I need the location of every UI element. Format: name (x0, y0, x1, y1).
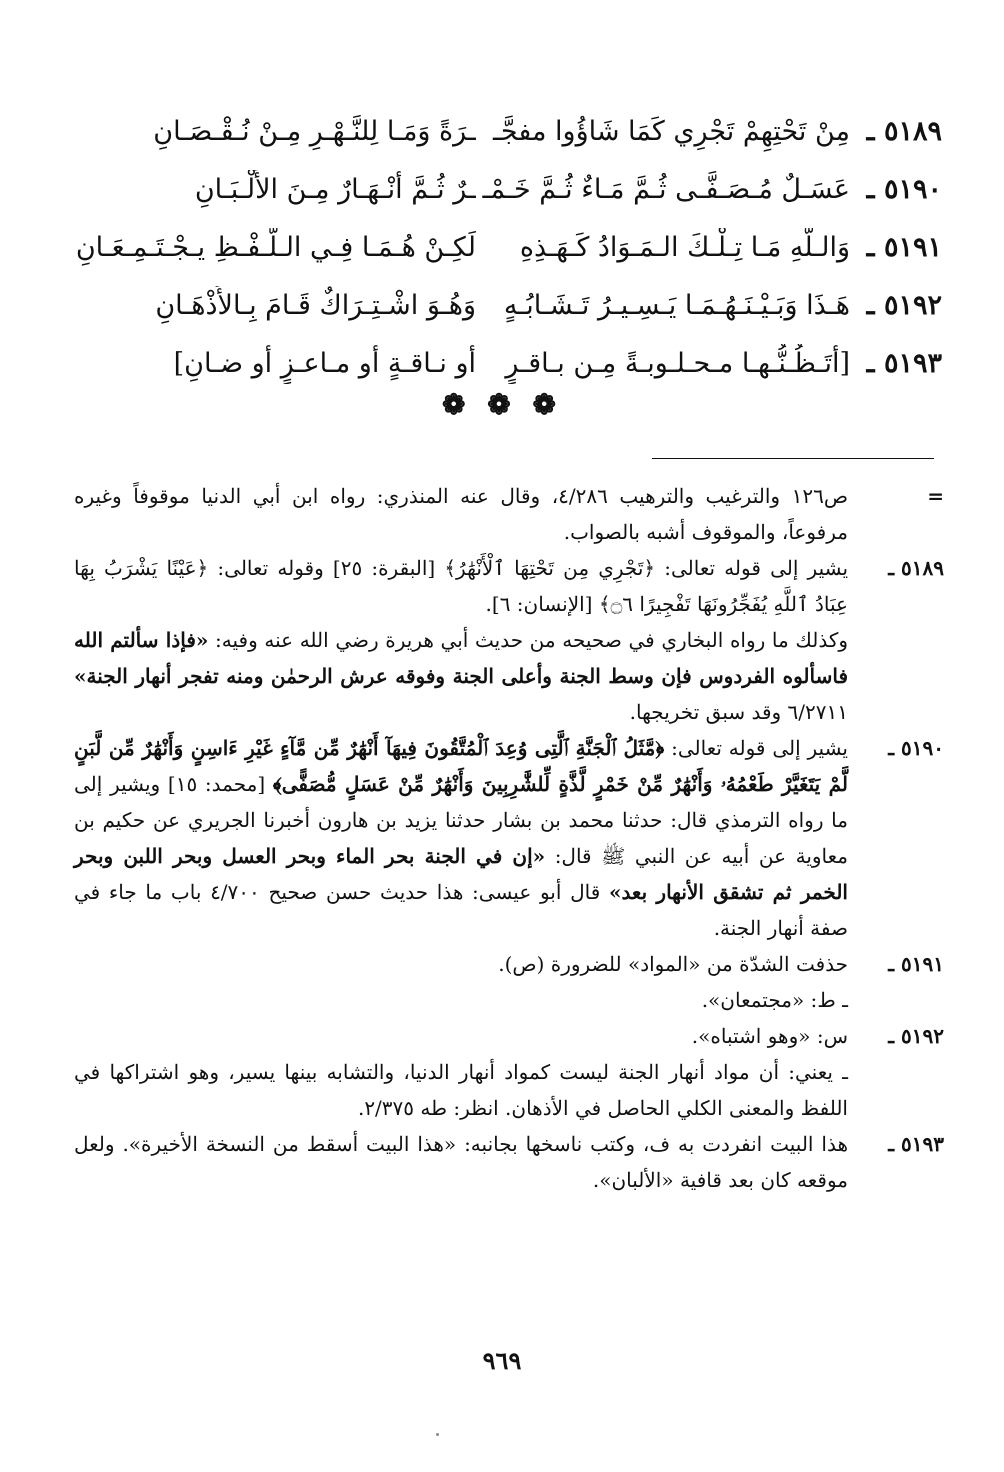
hadith-quote: «فإذا سألتم الله فاسألوه الفردوس فإن وسط الجنة وأعلى الجنة وفوقه عرش الرحمٰن ومنه تفجر أنهار الجنة» (74, 628, 848, 688)
verse-line (76, 228, 942, 286)
verse-second-hemistich: ـرَةً وَمَـا لِلنَّـهْـرِ مِـنْ نُـقْـصَـانِ (153, 116, 476, 147)
page-number: ٩٦٩ (482, 1346, 522, 1375)
verse-second-hemistich: لَكِـنْ هُـمَـا فِـي الـلَّـفْـظِ يـجْـتَـمِـعَـانِ (76, 232, 476, 263)
verse-first-hemistich: هَـذَا وَبَـيْـنَـهُـمَـا يَـسِـيـرُ تَـشَـابُـهٍ (503, 290, 850, 321)
footnote-number: = (927, 484, 944, 508)
footnote-paragraph (74, 730, 848, 946)
footnote-text: هذا البيت انفردت به ف، وكتب ناسخها بجانبه: «هذا البيت أسقط من النسخة الأخيرة». ولعل موقعه كان بعد قافية «الألبان». (74, 1132, 848, 1192)
verse-number: ٥١٩٣ ـ (866, 348, 942, 379)
verse-first-hemistich: مِنْ تَحْتِهِمْ تَجْرِي كَمَا شَاؤُوا مفجَّـ (493, 116, 850, 147)
verse-line (76, 286, 942, 344)
footnote (74, 1018, 944, 1126)
footnote-number: ٥١٩٣ ـ (888, 1132, 944, 1156)
footnote-paragraph (74, 622, 848, 730)
verse-line (76, 112, 942, 170)
footnote-rule (652, 458, 934, 459)
footnote (74, 550, 944, 730)
verse-number: ٥١٩٢ ـ (866, 290, 942, 321)
verse-first-hemistich: [أتَـظُـنُّـهـا مـحـلـوبـةً مِـن بـاقـرٍ (505, 348, 850, 379)
footnote-text: [محمد: ١٥] ويشير إلى ما رواه الترمذي قال: حدثنا محمد بن بشار حدثنا يزيد بن هارون أخبرنا الجريري عن حكيم بن معاوية عن أبيه عن النبي ﷺ قال: (74, 772, 849, 868)
footnote-text: ص١٢٦ والترغيب والترهيب ٤/٢٨٦، وقال عنه المنذري: رواه ابن أبي الدنيا موقوفاً وغيره مرفوعاً، والموقوف أشبه بالصواب. (74, 484, 848, 544)
verse-first-hemistich: عَسَـلٌ مُـصَـفَّـى ثُـمَّ مَـاءٌ ثُـمَّ خَـمْـ (482, 174, 850, 205)
footnote-number: ٥١٩٠ ـ (888, 736, 944, 760)
poem-verses (76, 112, 942, 402)
footnote-text: وكذلك ما رواه البخاري في صحيحه من حديث أبي هريرة رضي الله عنه وفيه: (208, 628, 848, 652)
verse-number: ٥١٩٠ ـ (866, 174, 942, 205)
footnote-text: يشير إلى قوله تعالى: (664, 736, 849, 760)
footnote-text: قال أبو عيسى: هذا حديث حسن صحيح ٤/٧٠٠ باب ما جاء في صفة أنهار الجنة. (74, 880, 848, 940)
verse-second-hemistich: أو نـاقـةٍ أو مـاعـزٍ أو ضـانِ] (173, 348, 476, 379)
footnotes (74, 478, 944, 1198)
footnote (74, 1126, 944, 1198)
footnote-number: ٥١٨٩ ـ (888, 556, 944, 580)
verse-second-hemistich: وَهُـوَ اشْـتِـرَاكٌ قَـامَ بِـالأَذْهَـانِ (155, 290, 476, 321)
footnote-number: ٥١٩١ ـ (888, 952, 944, 976)
quran-quote: ﴿مَّثَلُ ٱلْجَنَّةِ ٱلَّتِى وُعِدَ ٱلْمُتَّقُونَ فِيهَآ أَنْهَٰرٌ مِّن مَّآءٍ غَيْرِ ءَاسِنٍ وَأَنْهَٰرٌ مِّن لَّبَنٍ لَّمْ يَتَغَيَّرْ طَعْمُهُۥ وَأَنْهَٰرٌ مِّنْ خَمْرٍ لَّذَّةٍ لِّلشَّٰرِبِينَ وَأَنْهَٰرٌ مِّنْ عَسَلٍ مُّصَفًّى﴾ (74, 736, 848, 796)
verse-number: ٥١٩١ ـ (866, 232, 942, 263)
verse-line (76, 170, 942, 228)
footnote-text: يشير إلى قوله تعالى: ﴿تَجْرِي مِن تَحْتِهَا ٱلْأَنْهَٰرُ﴾ [البقرة: ٢٥] وقوله تعالى: ﴿عَيْنًا يَشْرَبُ بِهَا عِبَادُ ٱللَّهِ يُفَجِّرُونَهَا تَفْجِيرًا ۝٦﴾ [الإنسان: ٦]. (74, 556, 849, 616)
footnote-text: حذفت الشدّة من «المواد» للضرورة (ص). (498, 952, 848, 976)
footnote (74, 730, 944, 946)
footnote (74, 478, 944, 550)
print-speck (436, 1433, 439, 1436)
hadith-quote: «إن في الجنة بحر الماء وبحر العسل وبحر اللبن وبحر الخمر ثم تشقق الأنهار بعد» (74, 844, 848, 904)
section-separator: ❁ ❁ ❁ (442, 388, 562, 421)
footnote-text: ٦/٢٧١١ وقد سبق تخريجها. (629, 700, 848, 724)
footnote-number: ٥١٩٢ ـ (888, 1024, 944, 1048)
footnote-text: ـ ط: «مجتمعان». (701, 988, 848, 1012)
footnote-text: ـ يعني: أن مواد أنهار الجنة ليست كمواد أنهار الدنيا، والتشابه بينها يسير، وهو اشتراكها في اللفظ والمعنى الكلي الحاصل في الأذهان. انظر: طه ٢/٣٧٥. (74, 1060, 848, 1120)
verse-first-hemistich: وَالـلَّهِ مَـا تِـلْـكَ الـمَـوَادُ كَـهَـذِهِ (519, 232, 850, 263)
verse-second-hemistich: ـرٌ ثُـمَّ أَنْـهَـارٌ مِـنَ الأَلْـبَـانِ (194, 174, 476, 205)
footnote (74, 946, 944, 1018)
verse-number: ٥١٨٩ ـ (866, 116, 942, 147)
footnote-text: س: «وهو اشتباه». (691, 1024, 848, 1048)
